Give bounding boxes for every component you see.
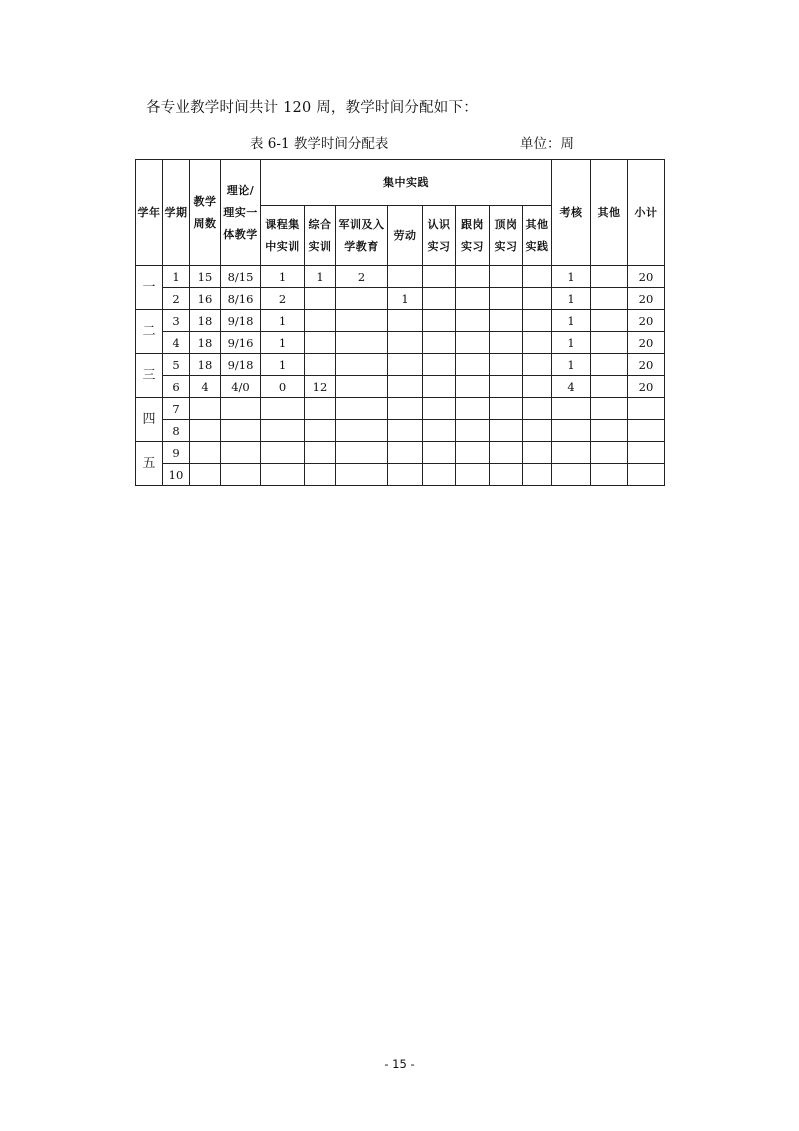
table-cell: [591, 288, 628, 310]
table-row: [136, 266, 665, 288]
table-cell: 1: [552, 332, 591, 354]
table-cell: 20: [628, 310, 665, 332]
header-labor: 劳动: [388, 206, 423, 266]
table-cell: [591, 376, 628, 398]
table-cell: [190, 398, 221, 420]
table-cell: 20: [628, 354, 665, 376]
table-cell: [523, 442, 552, 464]
table-cell: [336, 420, 388, 442]
table-cell: [523, 288, 552, 310]
table-cell: [423, 398, 456, 420]
table-cell: 9: [163, 442, 190, 464]
table-body: [136, 266, 665, 486]
table-cell: [628, 398, 665, 420]
table-cell: [261, 442, 305, 464]
table-cell: [388, 420, 423, 442]
table-cell: 20: [628, 332, 665, 354]
table-cell: [305, 310, 336, 332]
table-title: 表 6-1 教学时间分配表: [250, 136, 389, 152]
table-cell: 12: [305, 376, 336, 398]
table-cell: 1: [552, 310, 591, 332]
table-cell: [305, 332, 336, 354]
table-cell: 6: [163, 376, 190, 398]
table-cell: [423, 464, 456, 486]
table-cell: [456, 420, 490, 442]
table-cell: [336, 442, 388, 464]
table-cell: [336, 398, 388, 420]
table-cell: [591, 310, 628, 332]
table-cell: [591, 354, 628, 376]
header-practice: 集中实践: [261, 160, 552, 206]
table-cell: [336, 376, 388, 398]
table-cell: [490, 332, 523, 354]
table-cell: 1: [261, 266, 305, 288]
table-cell: [490, 288, 523, 310]
table-cell: [523, 464, 552, 486]
table-cell: 1: [388, 288, 423, 310]
table-cell: 4: [552, 376, 591, 398]
table-cell: [221, 442, 261, 464]
header-military-training: 军训及入 学教育: [336, 206, 388, 266]
header-follow-internship: 跟岗 实习: [456, 206, 490, 266]
table-cell: [423, 332, 456, 354]
table-cell: [305, 398, 336, 420]
table-row: [136, 376, 665, 398]
table-cell: [305, 442, 336, 464]
table-cell: [221, 398, 261, 420]
table-cell: [456, 310, 490, 332]
table-cell: 2: [261, 288, 305, 310]
table-cell: [628, 442, 665, 464]
table-cell: [336, 354, 388, 376]
year-cell: 一: [136, 266, 163, 310]
table-cell: [261, 420, 305, 442]
table-cell: [388, 266, 423, 288]
table-cell: [423, 376, 456, 398]
table-cell: [490, 376, 523, 398]
teaching-time-table: [135, 159, 665, 486]
table-cell: [490, 420, 523, 442]
table-cell: 9/16: [221, 332, 261, 354]
table-cell: 9/18: [221, 354, 261, 376]
table-row: [136, 310, 665, 332]
table-cell: 1: [552, 266, 591, 288]
table-row: [136, 398, 665, 420]
table-cell: 4: [190, 376, 221, 398]
table-cell: [221, 420, 261, 442]
table-cell: [305, 354, 336, 376]
header-post-internship: 顶岗 实习: [490, 206, 523, 266]
table-cell: 1: [552, 288, 591, 310]
table-cell: [305, 420, 336, 442]
header-exam: 考核: [552, 160, 591, 266]
table-cell: [336, 332, 388, 354]
table-cell: [456, 354, 490, 376]
table-cell: [591, 266, 628, 288]
table-cell: [591, 332, 628, 354]
table-cell: [552, 398, 591, 420]
table-cell: [490, 310, 523, 332]
table-cell: [190, 464, 221, 486]
table-cell: 1: [305, 266, 336, 288]
table-cell: 20: [628, 288, 665, 310]
table-cell: [552, 442, 591, 464]
table-row: [136, 464, 665, 486]
table-cell: [490, 398, 523, 420]
table-cell: [456, 288, 490, 310]
table-cell: 18: [190, 310, 221, 332]
table-cell: 18: [190, 332, 221, 354]
table-cell: [552, 420, 591, 442]
table-cell: [423, 354, 456, 376]
table-cell: [523, 420, 552, 442]
year-cell: 四: [136, 398, 163, 442]
table-cell: 8: [163, 420, 190, 442]
table-cell: [591, 420, 628, 442]
table-cell: 8/16: [221, 288, 261, 310]
table-cell: [388, 354, 423, 376]
table-cell: [388, 376, 423, 398]
table-cell: 20: [628, 266, 665, 288]
table-cell: [456, 332, 490, 354]
header-cognitive-internship: 认识 实习: [423, 206, 456, 266]
header-other: 其他: [591, 160, 628, 266]
table-cell: [490, 266, 523, 288]
page-number: - 15 -: [384, 1057, 415, 1071]
table-cell: [628, 464, 665, 486]
table-cell: [456, 266, 490, 288]
table-cell: [591, 398, 628, 420]
table-cell: [261, 398, 305, 420]
table-cell: 18: [190, 354, 221, 376]
table-cell: [523, 266, 552, 288]
table-cell: [523, 332, 552, 354]
table-cell: [336, 288, 388, 310]
table-cell: 1: [261, 354, 305, 376]
table-cell: [388, 310, 423, 332]
table-cell: 4: [163, 332, 190, 354]
table-cell: [388, 398, 423, 420]
header-weeks: 教学 周数: [190, 160, 221, 266]
table-cell: 1: [261, 332, 305, 354]
table-cell: [456, 464, 490, 486]
table-cell: [336, 464, 388, 486]
table-cell: [591, 464, 628, 486]
table-cell: 3: [163, 310, 190, 332]
table-caption: [0, 132, 799, 150]
table-row: [136, 354, 665, 376]
table-cell: 0: [261, 376, 305, 398]
table-cell: [490, 464, 523, 486]
table-cell: 7: [163, 398, 190, 420]
year-cell: 五: [136, 442, 163, 486]
year-cell: 三: [136, 354, 163, 398]
table-cell: [388, 332, 423, 354]
table-cell: 15: [190, 266, 221, 288]
table-cell: [523, 398, 552, 420]
header-semester: 学期: [163, 160, 190, 266]
header-theory: 理论/ 理实一 体教学: [221, 160, 261, 266]
table-cell: 1: [261, 310, 305, 332]
header-year: 学年: [136, 160, 163, 266]
header-course-training: 课程集 中实训: [261, 206, 305, 266]
table-cell: [423, 310, 456, 332]
table-cell: [423, 266, 456, 288]
table-cell: [261, 464, 305, 486]
table-cell: 16: [190, 288, 221, 310]
table-cell: 8/15: [221, 266, 261, 288]
table-cell: [388, 442, 423, 464]
header-subtotal: 小计: [628, 160, 665, 266]
year-cell: 二: [136, 310, 163, 354]
header-other-practice: 其他 实践: [523, 206, 552, 266]
table-cell: 2: [336, 266, 388, 288]
table-row: [136, 288, 665, 310]
table-cell: [552, 464, 591, 486]
table-cell: [190, 442, 221, 464]
table-cell: 10: [163, 464, 190, 486]
table-cell: 1: [163, 266, 190, 288]
table-cell: 9/18: [221, 310, 261, 332]
table-unit: 单位：周: [520, 136, 574, 152]
table-row: [136, 420, 665, 442]
table-cell: [456, 376, 490, 398]
table-cell: 20: [628, 376, 665, 398]
table-cell: [523, 354, 552, 376]
table-cell: 4/0: [221, 376, 261, 398]
table-cell: [490, 354, 523, 376]
table-cell: 5: [163, 354, 190, 376]
table-cell: [388, 464, 423, 486]
table-cell: 1: [552, 354, 591, 376]
table-cell: [490, 442, 523, 464]
table-cell: [190, 420, 221, 442]
table-cell: [456, 442, 490, 464]
table-cell: [423, 420, 456, 442]
header-comprehensive-training: 综合 实训: [305, 206, 336, 266]
intro-paragraph: 各专业教学时间共计 120 周，教学时间分配如下：: [146, 100, 478, 116]
table-cell: 2: [163, 288, 190, 310]
table-cell: [523, 310, 552, 332]
table-row: [136, 332, 665, 354]
table-header: [136, 160, 665, 266]
table-row: [136, 442, 665, 464]
table-cell: [423, 442, 456, 464]
table-cell: [305, 464, 336, 486]
table-cell: [456, 398, 490, 420]
table-cell: [221, 464, 261, 486]
table-cell: [591, 442, 628, 464]
table-cell: [336, 310, 388, 332]
table-cell: [523, 376, 552, 398]
table-cell: [305, 288, 336, 310]
table-cell: [423, 288, 456, 310]
table-cell: [628, 420, 665, 442]
